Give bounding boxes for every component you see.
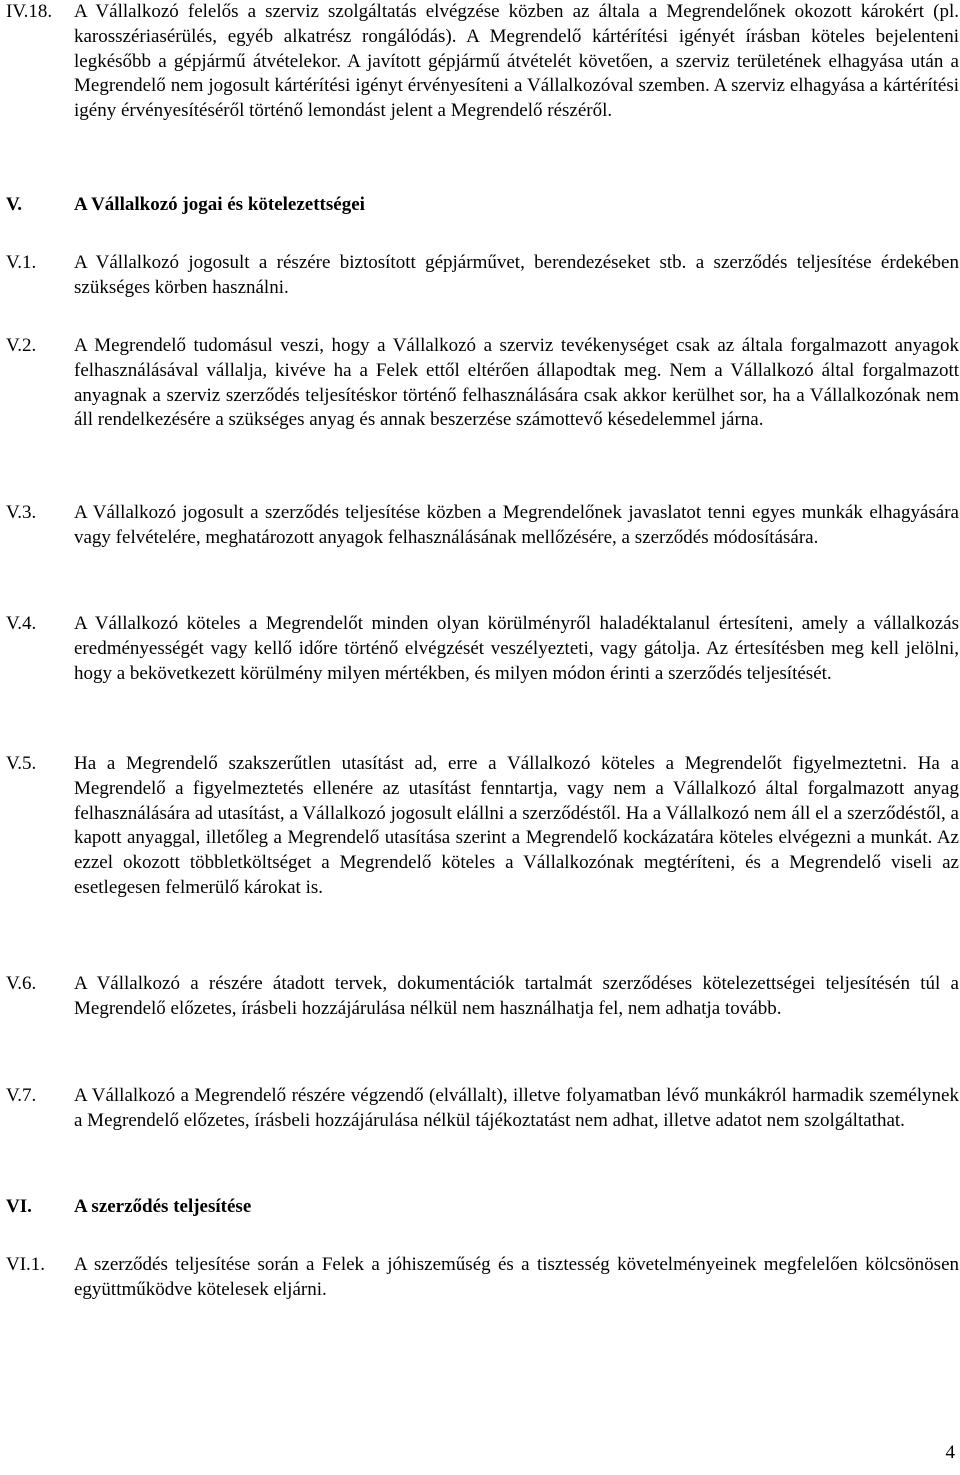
clause-text: Ha a Megrendelő szakszerűtlen utasítást ad, erre a Vállalkozó köteles a Megrendelőt figyelmeztetni. Ha a Megrendelő a figyelmeztetés ellenére az utasítást fenntartja, vagy nem a Vállalkozó által forgalmazott anyag felhasználására ad utasítást, a Vállalkozó jogosult elállni a szerződéstől. Ha a Vállalkozó nem áll el a szerződéstől, a kapott anyaggal, illetőleg a Megrendelő utasítása szerint a Megrendelő kockázatára köteles elvégezni a munkát. Az ezzel okozott többletköltséget a Megrendelő köteles a Vállalkozónak megtéríteni, és a Megrendelő viseli az esetlegesen felmerülő károkat is. (74, 753, 959, 898)
clause-number: V.4. (6, 613, 37, 634)
clause-number: IV.18. (6, 1, 53, 22)
clause-text: A Vállalkozó a részére átadott tervek, dokumentációk tartalmát szerződéses kötelezettségei teljesítésén túl a Megrendelő előzetes, írásbeli hozzájárulása nélkül nem használhatja fel, nem adhatja tovább. (74, 973, 959, 1019)
clause-text: A Vállalkozó köteles a Megrendelőt minden olyan körülményről haladéktalanul értesíteni, amely a vállalkozás eredményességét vagy kellő időre történő elvégzését veszélyezteti, vagy gátolja. Az értesítésben meg kell jelölni, hogy a bekövetkezett körülmény milyen mértékben, és milyen módon érinti a szerződés teljesítését. (74, 613, 959, 684)
page-number: 4 (945, 1442, 955, 1463)
clause-text: A Megrendelő tudomásul veszi, hogy a Vállalkozó a szerviz tevékenységet csak az általa forgalmazott anyagok felhasználásával vállalja, kivéve ha a Felek ettől eltérően állapodtak meg. Nem a Vállalkozó által forgalmazott anyagnak a szerviz szerződés teljesítéskor történő felhasználására csak akkor kerülhet sor, ha a Vállalkozónak nem áll rendelkezésére a szükséges anyag és annak beszerzése számottevő késedelemmel járna. (74, 335, 959, 431)
clause-number: V.5. (6, 753, 37, 774)
clause-number: V.1. (6, 252, 37, 273)
clause-number: VI.1. (6, 1254, 46, 1275)
clause-number: V.2. (6, 335, 37, 356)
section-number: VI. (6, 1196, 32, 1217)
section-title: A szerződés teljesítése (74, 1196, 252, 1217)
clause-text: A Vállalkozó a Megrendelő részére végzendő (elvállalt), illetve folyamatban lévő munkákról harmadik személynek a Megrendelő előzetes, írásbeli hozzájárulása nélkül tájékoztatást nem adhat, illetve adatot nem szolgáltathat. (74, 1085, 959, 1131)
clause-text: A Vállalkozó jogosult a szerződés teljesítése közben a Megrendelőnek javaslatot tenni egyes munkák elhagyására vagy felvételére, meghatározott anyagok felhasználásának mellőzésére, a szerződés módosítására. (74, 502, 959, 548)
clause-number: V.7. (6, 1085, 37, 1106)
section-title: A Vállalkozó jogai és kötelezettségei (74, 194, 365, 215)
clause-number: V.3. (6, 502, 37, 523)
clause-text: A szerződés teljesítése során a Felek a jóhiszeműség és a tisztesség követelményeinek megfelelően kölcsönösen együttműködve kötelesek eljárni. (74, 1254, 959, 1300)
clause-text: A Vállalkozó felelős a szerviz szolgáltatás elvégzése közben az általa a Megrendelőnek okozott károkért (pl. karosszériasérülés, egyéb alkatrész rongálódás). A Megrendelő kártérítési igényét írásban köteles bejelenteni legkésőbb a gépjármű átvételekor. A javított gépjármű átvételét követően, a szerviz területének elhagyása után a Megrendelő nem jogosult kártérítési igényt érvényesíteni a Vállalkozóval szemben. A szerviz elhagyása a kártérítési igény érvényesítéséről történő lemondást jelent a Megrendelő részéről. (74, 1, 959, 122)
clause-text: A Vállalkozó jogosult a részére biztosított gépjárművet, berendezéseket stb. a szerződés teljesítése érdekében szükséges körben használni. (74, 252, 959, 298)
clause-number: V.6. (6, 973, 37, 994)
section-number: V. (6, 194, 23, 215)
